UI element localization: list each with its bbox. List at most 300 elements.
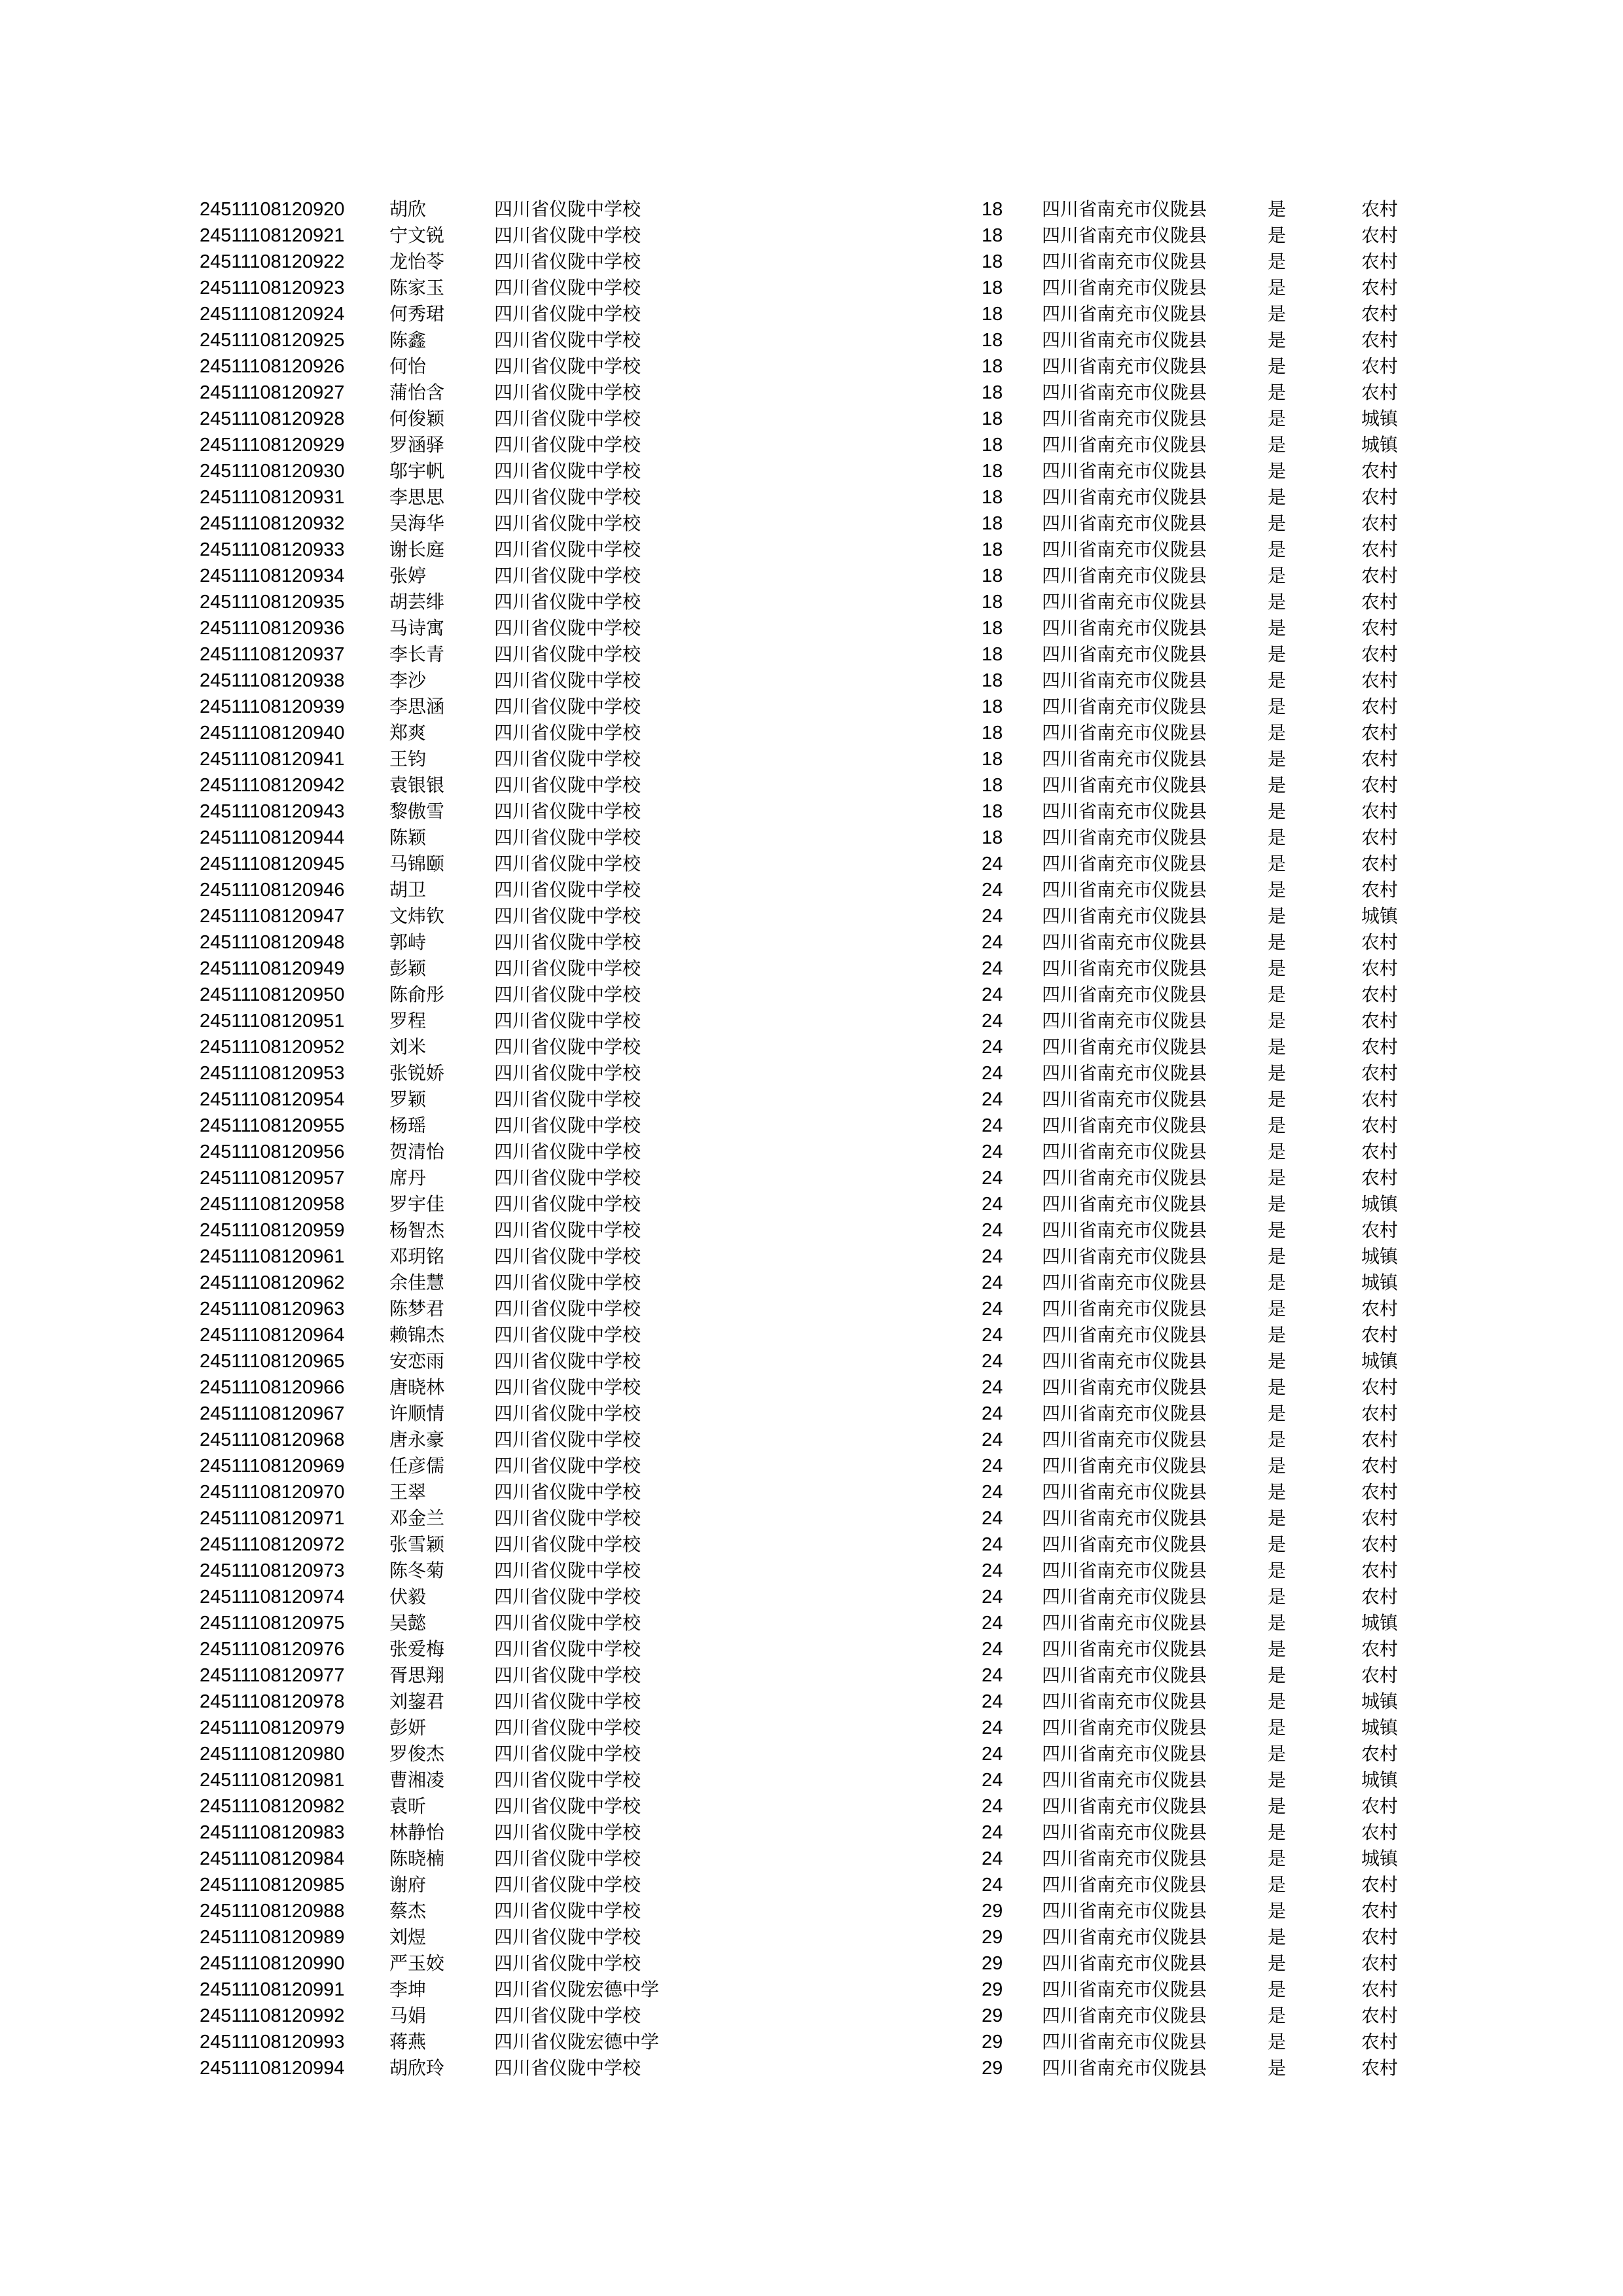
cell-flag: 是	[1268, 1272, 1287, 1293]
data-table	[0, 196, 1623, 2081]
cell-address: 四川省南充市仪陇县	[1042, 1534, 1207, 1555]
cell-flag: 是	[1268, 1900, 1287, 1922]
cell-name: 陈颖	[389, 827, 427, 848]
cell-name: 杨瑶	[389, 1115, 427, 1136]
table-row	[0, 1191, 1623, 1217]
table-row	[0, 1558, 1623, 1584]
cell-residence-type: 城镇	[1361, 905, 1399, 927]
cell-student-id: 24511108120967	[200, 1403, 345, 1424]
cell-school: 四川省仪陇中学校	[494, 931, 641, 953]
cell-residence-type: 农村	[1361, 1874, 1399, 1895]
cell-residence-type: 农村	[1361, 670, 1399, 691]
cell-residence-type: 农村	[1361, 1088, 1399, 1110]
cell-student-id: 24511108120958	[200, 1194, 345, 1215]
cell-flag: 是	[1268, 1743, 1287, 1765]
cell-student-id: 24511108120935	[200, 592, 345, 613]
cell-student-id: 24511108120931	[200, 487, 345, 508]
cell-address: 四川省南充市仪陇县	[1042, 277, 1207, 298]
cell-name: 李坤	[389, 1979, 427, 2000]
cell-address: 四川省南充市仪陇县	[1042, 1376, 1207, 1398]
cell-number: 24	[982, 1063, 1003, 1084]
cell-name: 袁昕	[389, 1795, 427, 1817]
table-row	[0, 851, 1623, 877]
cell-student-id: 24511108120952	[200, 1037, 345, 1058]
cell-flag: 是	[1268, 1403, 1287, 1424]
cell-flag: 是	[1268, 1821, 1287, 1843]
table-row	[0, 1767, 1623, 1793]
table-row	[0, 1977, 1623, 2003]
cell-address: 四川省南充市仪陇县	[1042, 1507, 1207, 1529]
table-row	[0, 798, 1623, 825]
table-row	[0, 1086, 1623, 1113]
cell-residence-type: 农村	[1361, 1534, 1399, 1555]
cell-student-id: 24511108120926	[200, 356, 345, 377]
cell-name: 吴懿	[389, 1612, 427, 1634]
cell-school: 四川省仪陇中学校	[494, 1036, 641, 1058]
cell-residence-type: 农村	[1361, 591, 1399, 613]
table-row	[0, 1401, 1623, 1427]
cell-flag: 是	[1268, 1376, 1287, 1398]
cell-name: 陈俞彤	[389, 984, 445, 1005]
cell-address: 四川省南充市仪陇县	[1042, 1036, 1207, 1058]
cell-address: 四川省南充市仪陇县	[1042, 1612, 1207, 1634]
table-row	[0, 432, 1623, 458]
cell-address: 四川省南充市仪陇县	[1042, 643, 1207, 665]
cell-residence-type: 农村	[1361, 1926, 1399, 1948]
cell-name: 李长青	[389, 643, 445, 665]
cell-school: 四川省仪陇中学校	[494, 670, 641, 691]
cell-address: 四川省南充市仪陇县	[1042, 1560, 1207, 1581]
cell-address: 四川省南充市仪陇县	[1042, 1874, 1207, 1895]
cell-flag: 是	[1268, 382, 1287, 403]
cell-school: 四川省仪陇中学校	[494, 1298, 641, 1319]
cell-flag: 是	[1268, 1795, 1287, 1817]
cell-student-id: 24511108120977	[200, 1665, 345, 1686]
cell-residence-type: 农村	[1361, 1219, 1399, 1241]
cell-number: 24	[982, 1691, 1003, 1712]
cell-name: 赖锦杰	[389, 1324, 445, 1346]
cell-school: 四川省仪陇中学校	[494, 1848, 641, 1869]
cell-school: 四川省仪陇中学校	[494, 774, 641, 796]
cell-student-id: 24511108120964	[200, 1325, 345, 1346]
cell-flag: 是	[1268, 1010, 1287, 1031]
table-row	[0, 1505, 1623, 1532]
cell-name: 宁文锐	[389, 224, 445, 246]
cell-school: 四川省仪陇中学校	[494, 1560, 641, 1581]
cell-student-id: 24511108120990	[200, 1953, 345, 1974]
cell-number: 29	[982, 1979, 1003, 2000]
cell-flag: 是	[1268, 1848, 1287, 1869]
cell-number: 18	[982, 513, 1003, 534]
cell-residence-type: 农村	[1361, 1036, 1399, 1058]
cell-address: 四川省南充市仪陇县	[1042, 1481, 1207, 1503]
cell-student-id: 24511108120981	[200, 1770, 345, 1791]
cell-name: 任彦儒	[389, 1455, 445, 1477]
cell-number: 18	[982, 565, 1003, 586]
table-row	[0, 1296, 1623, 1322]
cell-flag: 是	[1268, 198, 1287, 220]
cell-number: 24	[982, 1168, 1003, 1189]
cell-residence-type: 农村	[1361, 1952, 1399, 1974]
cell-flag: 是	[1268, 2057, 1287, 2079]
cell-address: 四川省南充市仪陇县	[1042, 1664, 1207, 1686]
cell-number: 24	[982, 1587, 1003, 1607]
cell-student-id: 24511108120972	[200, 1534, 345, 1555]
table-row	[0, 1689, 1623, 1715]
cell-name: 张雪颖	[389, 1534, 445, 1555]
cell-address: 四川省南充市仪陇县	[1042, 1769, 1207, 1791]
cell-school: 四川省仪陇中学校	[494, 1821, 641, 1843]
table-row	[0, 484, 1623, 511]
cell-residence-type: 城镇	[1361, 1769, 1399, 1791]
cell-flag: 是	[1268, 1664, 1287, 1686]
cell-residence-type: 农村	[1361, 1664, 1399, 1686]
cell-number: 18	[982, 251, 1003, 272]
cell-number: 24	[982, 1115, 1003, 1136]
table-row	[0, 1217, 1623, 1244]
cell-flag: 是	[1268, 931, 1287, 953]
cell-flag: 是	[1268, 1586, 1287, 1607]
cell-name: 余佳慧	[389, 1272, 445, 1293]
cell-name: 刘米	[389, 1036, 427, 1058]
cell-student-id: 24511108120975	[200, 1613, 345, 1634]
table-row	[0, 1741, 1623, 1767]
cell-flag: 是	[1268, 1638, 1287, 1660]
cell-school: 四川省仪陇宏德中学	[494, 1979, 660, 2000]
table-row	[0, 511, 1623, 537]
cell-address: 四川省南充市仪陇县	[1042, 198, 1207, 220]
cell-student-id: 24511108120954	[200, 1089, 345, 1110]
cell-school: 四川省仪陇中学校	[494, 1874, 641, 1895]
cell-residence-type: 农村	[1361, 2057, 1399, 2079]
cell-name: 安恋雨	[389, 1350, 445, 1372]
cell-residence-type: 农村	[1361, 539, 1399, 560]
cell-address: 四川省南充市仪陇县	[1042, 1219, 1207, 1241]
cell-residence-type: 农村	[1361, 1062, 1399, 1084]
cell-number: 18	[982, 801, 1003, 822]
cell-residence-type: 农村	[1361, 1743, 1399, 1765]
table-row	[0, 1453, 1623, 1479]
cell-student-id: 24511108120921	[200, 225, 345, 246]
cell-number: 24	[982, 880, 1003, 901]
cell-address: 四川省南充市仪陇县	[1042, 1979, 1207, 2000]
cell-residence-type: 农村	[1361, 565, 1399, 586]
cell-residence-type: 城镇	[1361, 1717, 1399, 1738]
cell-student-id: 24511108120976	[200, 1639, 345, 1660]
cell-student-id: 24511108120966	[200, 1377, 345, 1398]
cell-name: 陈梦君	[389, 1298, 445, 1319]
cell-name: 唐晓林	[389, 1376, 445, 1398]
cell-number: 29	[982, 2032, 1003, 2053]
cell-name: 何秀珺	[389, 303, 445, 325]
cell-school: 四川省仪陇中学校	[494, 879, 641, 901]
cell-number: 24	[982, 1011, 1003, 1031]
cell-student-id: 24511108120946	[200, 880, 345, 901]
cell-school: 四川省仪陇中学校	[494, 1403, 641, 1424]
cell-address: 四川省南充市仪陇县	[1042, 382, 1207, 403]
table-row	[0, 982, 1623, 1008]
cell-number: 18	[982, 382, 1003, 403]
cell-residence-type: 城镇	[1361, 408, 1399, 429]
cell-school: 四川省仪陇中学校	[494, 617, 641, 639]
cell-address: 四川省南充市仪陇县	[1042, 1141, 1207, 1162]
cell-address: 四川省南充市仪陇县	[1042, 774, 1207, 796]
cell-student-id: 24511108120965	[200, 1351, 345, 1372]
cell-school: 四川省仪陇中学校	[494, 800, 641, 822]
cell-flag: 是	[1268, 2005, 1287, 2026]
cell-residence-type: 城镇	[1361, 1350, 1399, 1372]
cell-student-id: 24511108120969	[200, 1456, 345, 1477]
cell-flag: 是	[1268, 1612, 1287, 1634]
table-row	[0, 1610, 1623, 1636]
cell-number: 18	[982, 618, 1003, 639]
cell-student-id: 24511108120937	[200, 644, 345, 665]
cell-school: 四川省仪陇中学校	[494, 198, 641, 220]
cell-name: 龙怡苓	[389, 251, 445, 272]
cell-student-id: 24511108120930	[200, 461, 345, 482]
cell-address: 四川省南充市仪陇县	[1042, 539, 1207, 560]
cell-school: 四川省仪陇中学校	[494, 1900, 641, 1922]
cell-name: 胡卫	[389, 879, 427, 901]
cell-name: 彭妍	[389, 1717, 427, 1738]
cell-school: 四川省仪陇中学校	[494, 565, 641, 586]
table-row	[0, 1374, 1623, 1401]
table-row	[0, 1348, 1623, 1374]
cell-address: 四川省南充市仪陇县	[1042, 1952, 1207, 1974]
cell-number: 24	[982, 1141, 1003, 1162]
cell-student-id: 24511108120962	[200, 1272, 345, 1293]
cell-residence-type: 农村	[1361, 512, 1399, 534]
cell-school: 四川省仪陇中学校	[494, 827, 641, 848]
table-row	[0, 1008, 1623, 1034]
cell-name: 刘鋆君	[389, 1691, 445, 1712]
cell-student-id: 24511108120973	[200, 1560, 345, 1581]
cell-number: 18	[982, 749, 1003, 770]
cell-school: 四川省仪陇中学校	[494, 1481, 641, 1503]
cell-number: 29	[982, 1927, 1003, 1948]
cell-flag: 是	[1268, 251, 1287, 272]
cell-school: 四川省仪陇中学校	[494, 1115, 641, 1136]
cell-school: 四川省仪陇中学校	[494, 696, 641, 717]
cell-address: 四川省南充市仪陇县	[1042, 1691, 1207, 1712]
cell-student-id: 24511108120970	[200, 1482, 345, 1503]
cell-school: 四川省仪陇中学校	[494, 748, 641, 770]
cell-residence-type: 农村	[1361, 355, 1399, 377]
cell-residence-type: 城镇	[1361, 1246, 1399, 1267]
cell-student-id: 24511108120961	[200, 1246, 345, 1267]
cell-address: 四川省南充市仪陇县	[1042, 670, 1207, 691]
cell-student-id: 24511108120932	[200, 513, 345, 534]
cell-flag: 是	[1268, 1062, 1287, 1084]
cell-name: 罗程	[389, 1010, 427, 1031]
cell-school: 四川省仪陇中学校	[494, 539, 641, 560]
cell-number: 24	[982, 1246, 1003, 1267]
cell-name: 杨智杰	[389, 1219, 445, 1241]
table-row	[0, 1270, 1623, 1296]
cell-student-id: 24511108120927	[200, 382, 345, 403]
cell-residence-type: 农村	[1361, 329, 1399, 351]
table-row	[0, 929, 1623, 956]
table-row	[0, 668, 1623, 694]
cell-residence-type: 农村	[1361, 617, 1399, 639]
cell-flag: 是	[1268, 329, 1287, 351]
cell-student-id: 24511108120983	[200, 1822, 345, 1843]
cell-residence-type: 农村	[1361, 486, 1399, 508]
table-row	[0, 641, 1623, 668]
cell-residence-type: 农村	[1361, 827, 1399, 848]
cell-student-id: 24511108120924	[200, 304, 345, 325]
table-row	[0, 1636, 1623, 1662]
cell-student-id: 24511108120938	[200, 670, 345, 691]
cell-flag: 是	[1268, 1115, 1287, 1136]
cell-school: 四川省仪陇中学校	[494, 591, 641, 613]
cell-number: 24	[982, 1482, 1003, 1503]
cell-flag: 是	[1268, 748, 1287, 770]
cell-flag: 是	[1268, 800, 1287, 822]
cell-address: 四川省南充市仪陇县	[1042, 722, 1207, 744]
cell-student-id: 24511108120922	[200, 251, 345, 272]
cell-number: 24	[982, 1220, 1003, 1241]
cell-school: 四川省仪陇中学校	[494, 1455, 641, 1477]
table-row	[0, 694, 1623, 720]
table-row	[0, 746, 1623, 772]
cell-name: 马锦颐	[389, 853, 445, 874]
cell-student-id: 24511108120968	[200, 1429, 345, 1450]
table-row	[0, 1950, 1623, 1977]
cell-school: 四川省仪陇中学校	[494, 512, 641, 534]
cell-student-id: 24511108120971	[200, 1508, 345, 1529]
cell-school: 四川省仪陇中学校	[494, 905, 641, 927]
cell-student-id: 24511108120979	[200, 1717, 345, 1738]
table-row	[0, 1898, 1623, 1924]
cell-school: 四川省仪陇中学校	[494, 1272, 641, 1293]
cell-number: 24	[982, 1639, 1003, 1660]
cell-flag: 是	[1268, 434, 1287, 456]
cell-student-id: 24511108120974	[200, 1587, 345, 1607]
cell-number: 24	[982, 1377, 1003, 1398]
cell-name: 李思涵	[389, 696, 445, 717]
cell-student-id: 24511108120925	[200, 330, 345, 351]
cell-residence-type: 农村	[1361, 277, 1399, 298]
cell-school: 四川省仪陇中学校	[494, 984, 641, 1005]
table-row	[0, 903, 1623, 929]
cell-address: 四川省南充市仪陇县	[1042, 1717, 1207, 1738]
cell-residence-type: 城镇	[1361, 1691, 1399, 1712]
table-row	[0, 825, 1623, 851]
cell-number: 24	[982, 853, 1003, 874]
cell-school: 四川省仪陇中学校	[494, 1612, 641, 1634]
cell-residence-type: 农村	[1361, 1560, 1399, 1581]
cell-name: 胡欣	[389, 198, 427, 220]
cell-residence-type: 农村	[1361, 1115, 1399, 1136]
cell-residence-type: 农村	[1361, 460, 1399, 482]
cell-number: 24	[982, 1717, 1003, 1738]
cell-number: 24	[982, 1822, 1003, 1843]
cell-residence-type: 城镇	[1361, 1848, 1399, 1869]
table-row	[0, 275, 1623, 301]
cell-student-id: 24511108120947	[200, 906, 345, 927]
cell-name: 张锐娇	[389, 1062, 445, 1084]
cell-name: 刘煜	[389, 1926, 427, 1948]
cell-school: 四川省仪陇中学校	[494, 1062, 641, 1084]
cell-number: 18	[982, 644, 1003, 665]
cell-name: 吴海华	[389, 512, 445, 534]
cell-address: 四川省南充市仪陇县	[1042, 800, 1207, 822]
cell-school: 四川省仪陇宏德中学	[494, 2031, 660, 2053]
table-row	[0, 2003, 1623, 2029]
cell-school: 四川省仪陇中学校	[494, 224, 641, 246]
cell-school: 四川省仪陇中学校	[494, 958, 641, 979]
cell-residence-type: 农村	[1361, 1167, 1399, 1189]
cell-residence-type: 农村	[1361, 1455, 1399, 1477]
cell-school: 四川省仪陇中学校	[494, 853, 641, 874]
cell-school: 四川省仪陇中学校	[494, 1691, 641, 1712]
cell-residence-type: 农村	[1361, 1821, 1399, 1843]
cell-flag: 是	[1268, 1167, 1287, 1189]
cell-name: 马诗寓	[389, 617, 445, 639]
cell-address: 四川省南充市仪陇县	[1042, 1350, 1207, 1372]
cell-student-id: 24511108120936	[200, 618, 345, 639]
table-row	[0, 2029, 1623, 2055]
cell-residence-type: 农村	[1361, 382, 1399, 403]
cell-school: 四川省仪陇中学校	[494, 1246, 641, 1267]
cell-school: 四川省仪陇中学校	[494, 1010, 641, 1031]
cell-address: 四川省南充市仪陇县	[1042, 251, 1207, 272]
cell-residence-type: 农村	[1361, 198, 1399, 220]
cell-number: 24	[982, 984, 1003, 1005]
cell-flag: 是	[1268, 1455, 1287, 1477]
cell-student-id: 24511108120950	[200, 984, 345, 1005]
cell-number: 18	[982, 461, 1003, 482]
cell-address: 四川省南充市仪陇县	[1042, 1088, 1207, 1110]
table-row	[0, 589, 1623, 615]
table-row	[0, 1165, 1623, 1191]
cell-residence-type: 农村	[1361, 2005, 1399, 2026]
cell-address: 四川省南充市仪陇县	[1042, 1115, 1207, 1136]
table-row	[0, 1113, 1623, 1139]
cell-student-id: 24511108120920	[200, 199, 345, 220]
cell-flag: 是	[1268, 539, 1287, 560]
table-row	[0, 563, 1623, 589]
cell-school: 四川省仪陇中学校	[494, 1952, 641, 1974]
table-row	[0, 380, 1623, 406]
cell-name: 张婷	[389, 565, 427, 586]
cell-residence-type: 城镇	[1361, 1193, 1399, 1215]
cell-school: 四川省仪陇中学校	[494, 355, 641, 377]
cell-student-id: 24511108120980	[200, 1744, 345, 1765]
table-row	[0, 301, 1623, 327]
cell-school: 四川省仪陇中学校	[494, 1534, 641, 1555]
cell-student-id: 24511108120948	[200, 932, 345, 953]
cell-flag: 是	[1268, 1298, 1287, 1319]
cell-address: 四川省南充市仪陇县	[1042, 1403, 1207, 1424]
cell-name: 郭峙	[389, 931, 427, 953]
cell-number: 24	[982, 1874, 1003, 1895]
cell-number: 18	[982, 670, 1003, 691]
cell-address: 四川省南充市仪陇县	[1042, 565, 1207, 586]
cell-address: 四川省南充市仪陇县	[1042, 1193, 1207, 1215]
table-row	[0, 1532, 1623, 1558]
cell-number: 24	[982, 958, 1003, 979]
cell-address: 四川省南充市仪陇县	[1042, 905, 1207, 927]
table-row	[0, 537, 1623, 563]
cell-flag: 是	[1268, 486, 1287, 508]
cell-number: 24	[982, 906, 1003, 927]
cell-address: 四川省南充市仪陇县	[1042, 1743, 1207, 1765]
cell-address: 四川省南充市仪陇县	[1042, 984, 1207, 1005]
cell-school: 四川省仪陇中学校	[494, 1088, 641, 1110]
cell-flag: 是	[1268, 2031, 1287, 2053]
